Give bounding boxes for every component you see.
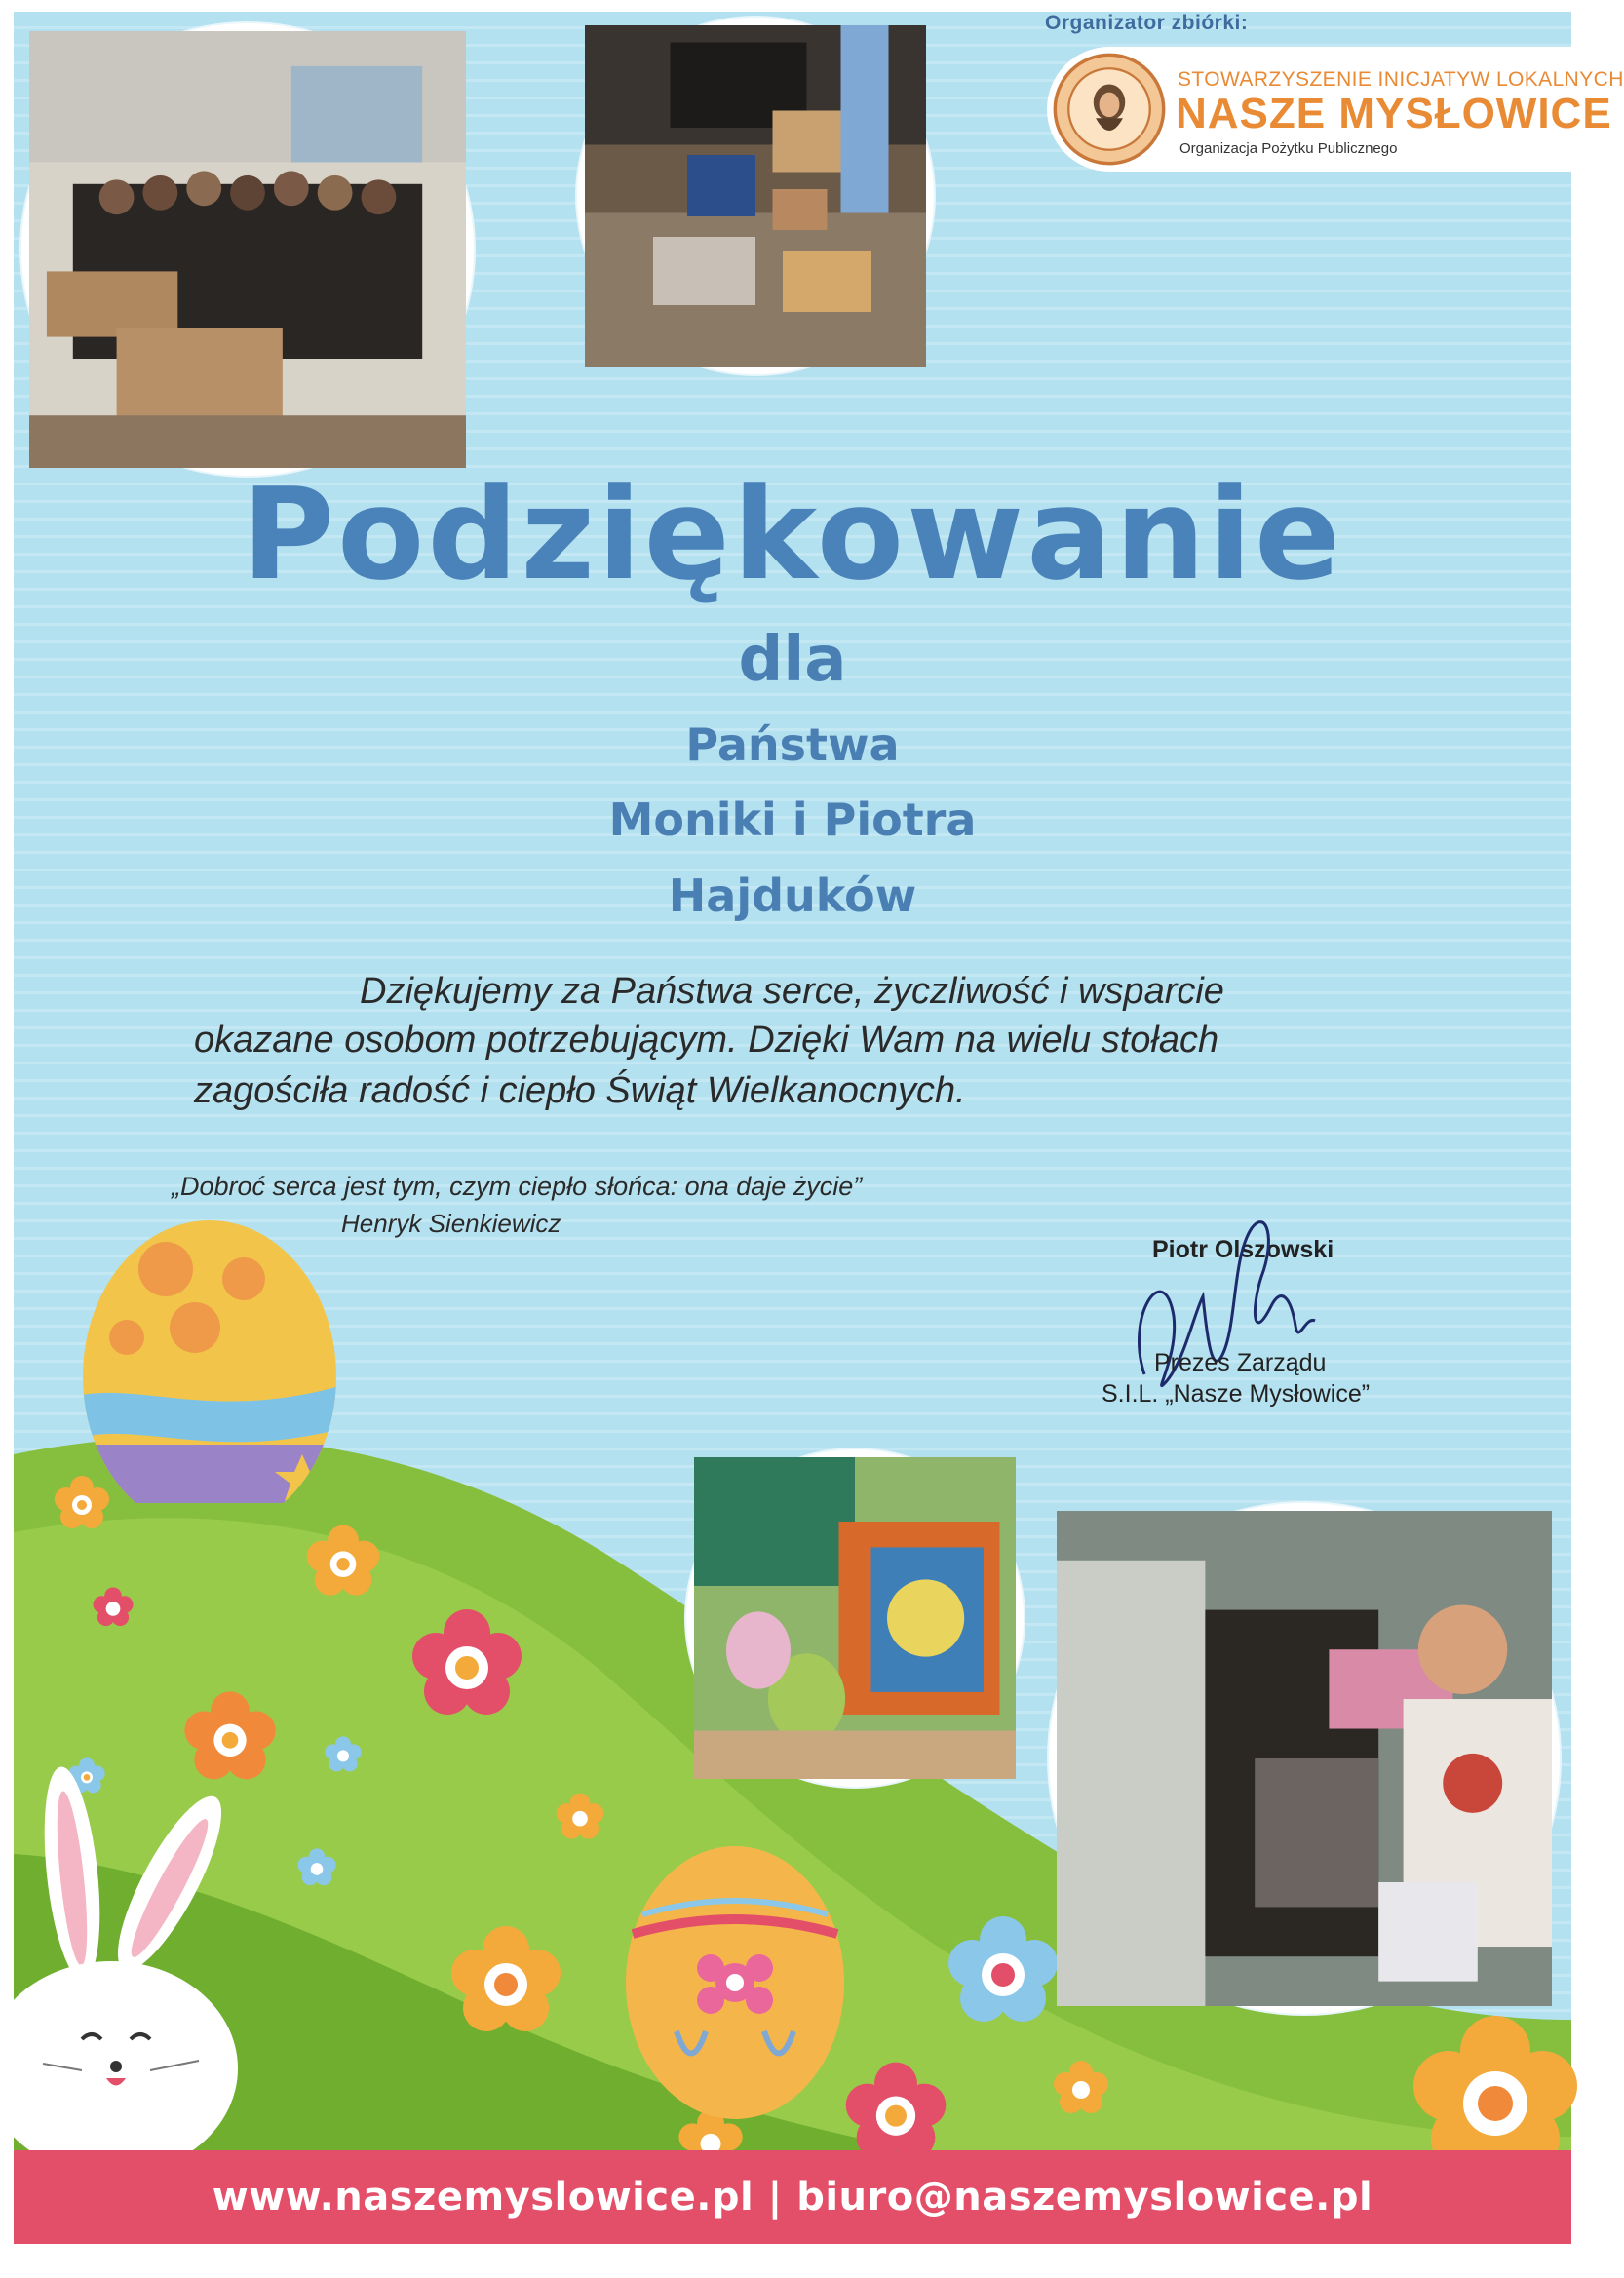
recipient-line2: Moniki i Piotra <box>608 793 977 846</box>
flower-decoration <box>324 1735 363 1774</box>
footer-contact: www.naszemyslowice.pl | biuro@naszemyslowice.pl <box>14 2150 1571 2244</box>
message-line3: zagościła radość i ciepło Świąt Wielkanocnych. <box>194 1070 966 1111</box>
recipient-line1: Państwa <box>685 718 900 771</box>
recipient-line3: Hajduków <box>668 869 917 922</box>
photo-students-with-boxes <box>21 23 474 476</box>
signer-organization: S.I.L. „Nasze Mysłowice” <box>1102 1380 1371 1408</box>
flower-decoration <box>408 1605 525 1722</box>
photo-donation-handover <box>1049 1503 1560 2014</box>
flower-decoration <box>447 1922 564 2039</box>
message-line1: Dziękujemy za Państwa serce, życzliwość i wsparcie <box>360 971 1224 1012</box>
quote-author: Henryk Sienkiewicz <box>341 1209 561 1238</box>
flower-decoration <box>296 1847 337 1888</box>
easter-egg-large-decoration <box>49 1211 370 1503</box>
organizer-name-line2: NASZE MYSŁOWICE <box>1176 90 1612 137</box>
certificate-sheet <box>14 12 1624 2244</box>
photo-donations-storage <box>577 18 934 374</box>
organizer-caption: Organizator zbiórki: <box>1045 12 1249 34</box>
easter-egg-decorated <box>618 1827 852 2119</box>
organizer-logo-icon <box>1053 53 1166 166</box>
photo-easter-crafts <box>686 1449 1024 1787</box>
flower-decoration <box>304 1523 382 1601</box>
flower-decoration <box>945 1912 1062 2029</box>
message-line2: okazane osobom potrzebującym. Dzięki Wam na wielu stołach <box>194 1020 1219 1061</box>
for-word: dla <box>738 624 847 696</box>
signer-name: Piotr Olszowski <box>1152 1236 1334 1263</box>
flower-decoration <box>92 1586 135 1629</box>
signer-role: Prezes Zarządu <box>1154 1349 1327 1376</box>
flower-decoration <box>555 1792 605 1842</box>
quote-text: „Dobroć serca jest tym, czym ciepło słońca: ona daje życie” <box>172 1172 863 1201</box>
organizer-name-line3: Organizacja Pożytku Publicznego <box>1179 140 1398 157</box>
bunny-decoration <box>14 1757 267 2166</box>
flower-decoration <box>53 1474 111 1532</box>
certificate-title: Podziękowanie <box>241 460 1344 608</box>
organizer-name-line1: STOWARZYSZENIE INICJATYW LOKALNYCH <box>1178 68 1624 91</box>
organizer-logo-box <box>1047 47 1624 172</box>
flower-decoration <box>1052 2059 1110 2117</box>
